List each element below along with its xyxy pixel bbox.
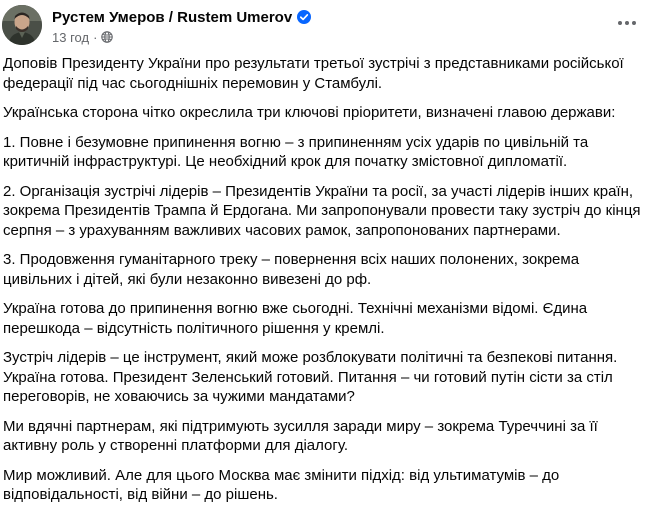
post-paragraph: 1. Повне і безумовне припинення вогню – з припиненням усіх ударів по цивільній та критичній інфраструктурі. Це необхідний крок для початку змістовної дипломатії. [3,133,589,170]
post-timestamp[interactable]: 13 год [52,29,90,45]
globe-icon[interactable] [101,31,113,43]
post-paragraph: Ми вдячні партнерам, які підтримують зусилля заради миру – зокрема Туреччині за її активну роль у створенні платформи для діалогу. [3,417,598,454]
author-name[interactable]: Рустем Умеров / Rustem Umerov [52,8,293,26]
post-meta [52,29,113,45]
avatar[interactable] [2,5,42,45]
post-paragraph: Доповів Президенту України про результати третьої зустрічі з представниками російської федерації під час сьогоднішніх перемовин у Стамбулі. [3,55,624,92]
more-options-button[interactable] [612,8,642,38]
post-body [3,54,650,515]
more-horizontal-icon [618,21,622,25]
post-paragraph: Україна готова до припинення вогню вже сьогодні. Технічні механізми відомі. Єдина перешкода – відсутність політичного рішення у кремлі. [3,300,588,337]
meta-separator: · [93,29,98,45]
more-horizontal-icon [625,21,629,25]
more-horizontal-icon [632,21,636,25]
post-header [0,0,650,52]
author-row [52,8,311,26]
post-paragraph: Мир можливий. Але для цього Москва має змінити підхід: від ультиматумів – до відповідальності, від війни – до рішень. [3,466,560,503]
post-paragraph: Зустріч лідерів – це інструмент, який може розблокувати політичні та безпекові питання. Україна готова. Президент Зеленський готовий. Питання – чи готовий путін сісти за стіл переговорів, не ховаючись за чужими мандатами? [3,349,618,405]
verified-check-icon [297,10,311,24]
avatar-photo [2,5,42,45]
post-paragraph: Українська сторона чітко окреслила три ключові пріоритети, визначені главою держави: [3,104,616,121]
post-paragraph: 2. Організація зустрічі лідерів – Президентів України та росії, за участі лідерів інших країн, зокрема Президентів Трампа й Ердогана. Ми запропонували провести таку зустріч до кінця серпня – з урахуванням важливих часових рамок, запропонованих партнерами. [3,182,641,239]
post-paragraph: 3. Продовження гуманітарного треку – повернення всіх наших полонених, зокрема цивільних і дітей, які були незаконно вивезені до рф. [3,251,580,288]
